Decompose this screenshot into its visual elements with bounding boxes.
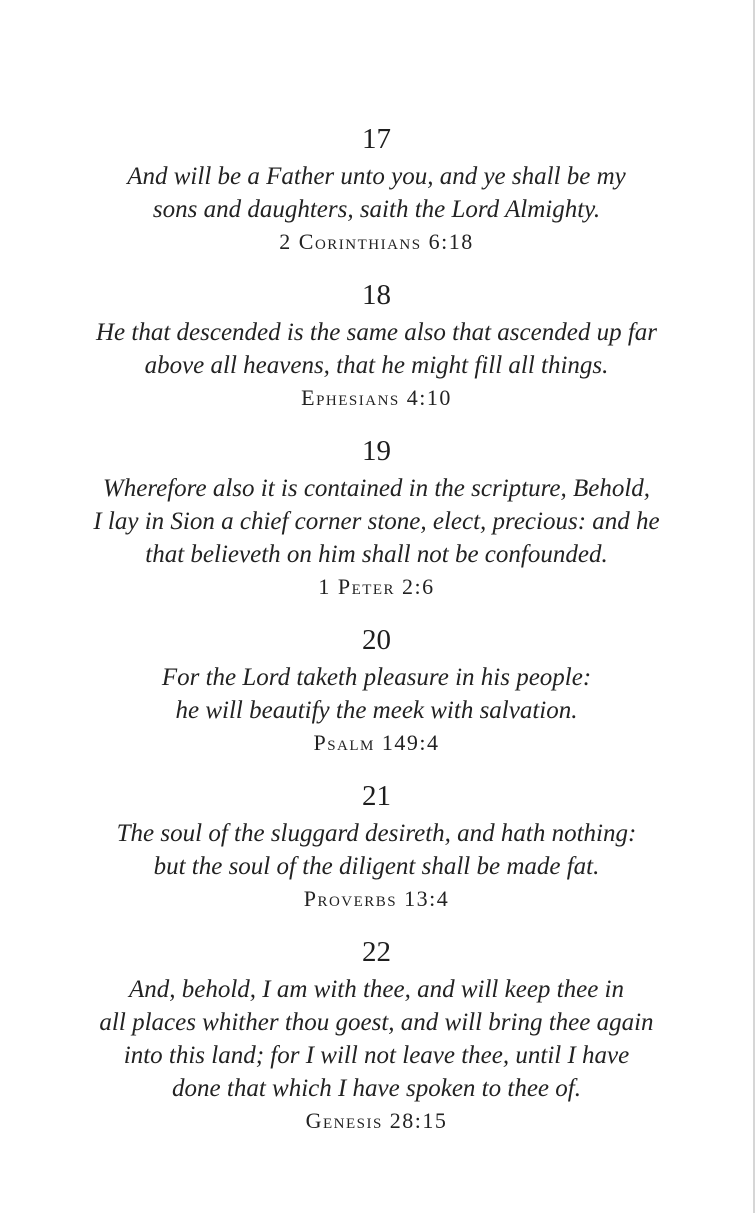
scripture-reference: Proverbs 13:4 (303, 886, 450, 911)
verse-line: The soul of the sluggard desireth, and hath nothing: (116, 820, 637, 847)
entry-20 (0, 623, 753, 759)
verse-line: he will beautify the meek with salvation. (175, 697, 578, 724)
entry-18 (0, 278, 753, 414)
scripture-reference: Genesis 28:15 (305, 1108, 448, 1133)
verse-line: Wherefore also it is contained in the scripture, Behold, (102, 475, 651, 502)
verse-line: I lay in Sion a chief corner stone, elect, precious: and he (93, 508, 660, 535)
verse-line: into this land; for I will not leave thee, until I have (123, 1042, 630, 1069)
scripture-reference: Ephesians 4:10 (301, 385, 452, 410)
scripture-reference: 2 Corinthians 6:18 (279, 229, 474, 254)
day-number: 19 (362, 435, 391, 467)
day-number: 17 (362, 123, 391, 155)
verse-text (0, 160, 753, 226)
verse-line: all places whither thou goest, and will bring thee again (99, 1009, 654, 1036)
verse-line: For the Lord taketh pleasure in his people: (161, 664, 592, 691)
verse-text (0, 472, 753, 571)
day-number: 18 (362, 279, 391, 311)
verse-text (0, 973, 753, 1105)
verse-line: And will be a Father unto you, and ye shall be my (127, 163, 626, 190)
devotional-page (0, 122, 753, 1157)
verse-text (0, 817, 753, 883)
verse-line: above all heavens, that he might fill all things. (144, 352, 609, 379)
entry-21 (0, 779, 753, 915)
entry-17 (0, 122, 753, 258)
verse-line: He that descended is the same also that ascended up far (95, 319, 657, 346)
day-number: 20 (362, 624, 391, 656)
entry-22 (0, 935, 753, 1137)
verse-line: And, behold, I am with thee, and will keep thee in (128, 976, 625, 1003)
day-number: 22 (362, 936, 391, 968)
verse-line: done that which I have spoken to thee of. (172, 1075, 581, 1102)
verse-line: but the soul of the diligent shall be made fat. (153, 853, 600, 880)
day-number: 21 (362, 780, 391, 812)
verse-text (0, 661, 753, 727)
verse-text (0, 316, 753, 382)
verse-line: sons and daughters, saith the Lord Almighty. (152, 196, 601, 223)
scripture-reference: Psalm 149:4 (313, 730, 440, 755)
entry-19 (0, 434, 753, 603)
scripture-reference: 1 Peter 2:6 (318, 574, 435, 599)
verse-line: that believeth on him shall not be confounded. (145, 541, 608, 568)
